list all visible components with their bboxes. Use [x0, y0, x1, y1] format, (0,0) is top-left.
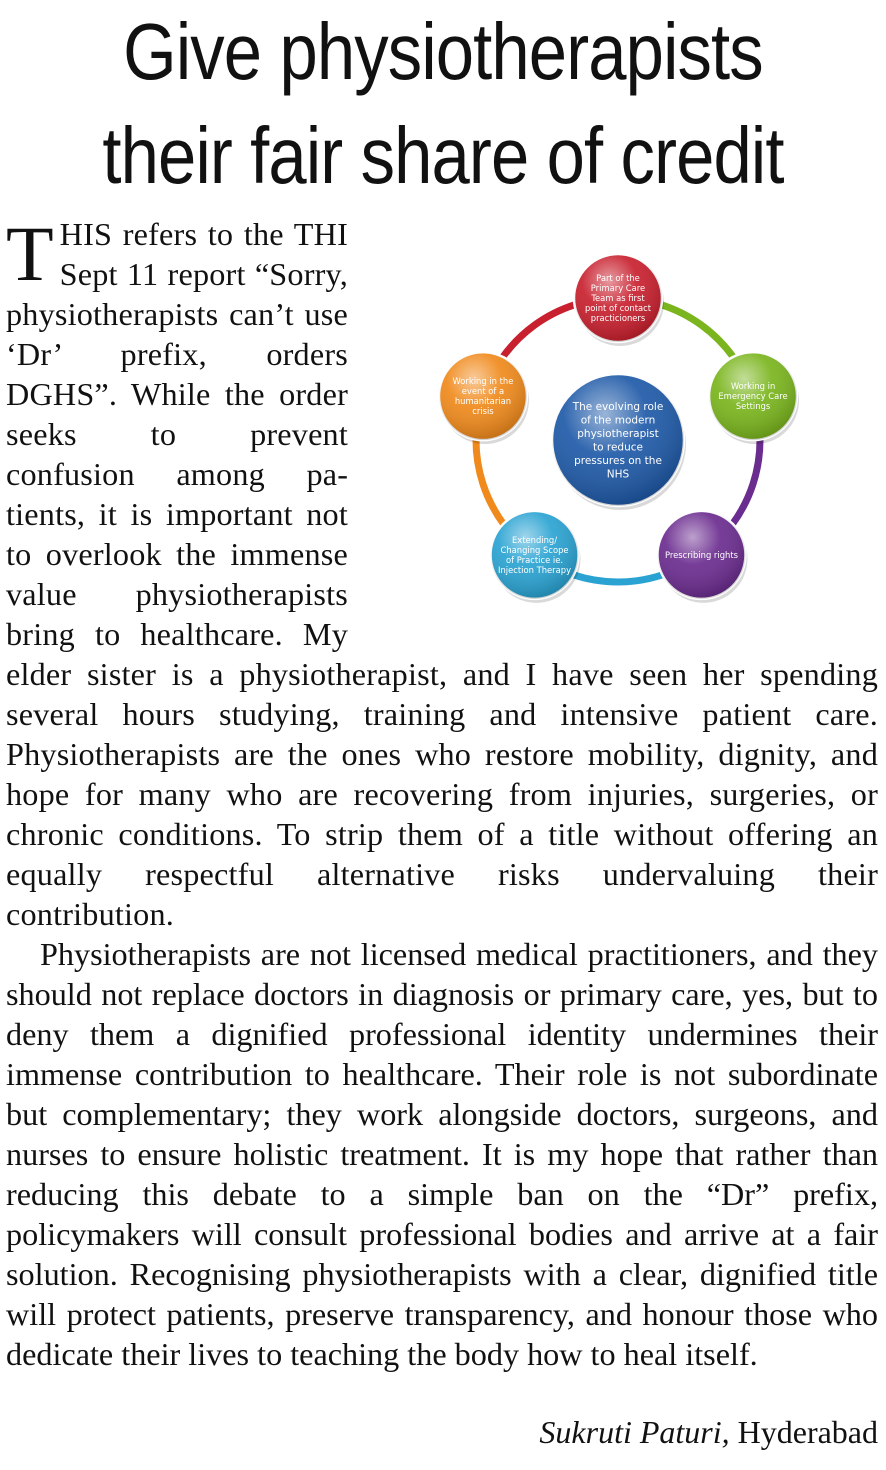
headline-line-2: their fair share of credit [102, 111, 784, 200]
diagram-center-label-line: to reduce [593, 441, 643, 454]
diagram-node-2 [709, 352, 799, 444]
author-city: Hyderabad [737, 1414, 878, 1450]
diagram-node-2-label-line: Working in [730, 381, 776, 392]
diagram-node-1-label-line: practicioners [590, 312, 646, 323]
diagram-center-label-line: The evolving role [572, 400, 664, 413]
diagram-node-5-label-line: humanitarian [454, 396, 512, 407]
diagram-center-label-line: physiotherapist [577, 427, 659, 440]
headline-line-1: Give physiotherapists [123, 7, 763, 96]
diagram-center-label-line: NHS [606, 468, 630, 481]
diagram-node-1-label-line: Part of the [596, 272, 640, 283]
diagram-node-3-label [665, 550, 738, 560]
diagram-node-1-label-line: Primary Care [590, 282, 646, 293]
diagram-center [552, 374, 686, 510]
diagram-node-4 [491, 511, 581, 603]
diagram-node-4-label-line: of Practice ie. [506, 554, 564, 565]
diagram-node-4-label-line: Extending/ [511, 534, 558, 545]
author-name: Sukruti Paturi, [539, 1414, 730, 1450]
diagram-center-gloss [552, 374, 684, 506]
diagram-center-label-line: of the modern [580, 414, 656, 427]
diagram-node-2-label-line: Emergency Care [718, 391, 788, 402]
diagram-node-1 [574, 254, 664, 346]
headline [62, 0, 824, 208]
article-body [6, 210, 878, 1374]
diagram-node-2-label-line: Settings [735, 401, 771, 412]
paragraph-2: Physiotherapists are not licensed medical practitioners, and they should not replace doctors in diagnosis or primary care, yes, but to deny them a dignified professional identity undermines their immense contribution to healthcare. Their role is not subordinate but complementary; they work alongside doctors, surgeons, and nurses to ensure holistic treatment. It is my hope that rather than reducing this debate to a simple ban on the “Dr” prefix, policymakers will consult professional bodies and arrive at a fair solution. Recognising physiotherapists with a clear, dignified title will protect patients, preserve transparency, and honour those who dedicate their lives to teaching the body how to heal itself. [6, 936, 878, 1372]
signature [539, 1412, 878, 1452]
paragraph-1-text: HIS refers to the THI Sept 11 report “Sorry, physiotherapists can’t use ‘Dr’ prefix, orders DGHS”. While the order seeks to prevent confusion among patients, it is important not to overlook the immense value physiotherapists bring to healthcare. My elder sister is a physiotherapist, and I have seen her spending several hours studying, training and intensive patient care. Physiotherapists are the ones who restore mobility, dignity, and hope for many who are recovering from injuries, surgeries, or chronic conditions. To strip them of a title without offering an equally respectful alternative risks undervaluing their contribution. [6, 216, 878, 932]
diagram-node-5-label-line: event of a [461, 386, 505, 397]
diagram-node-3 [657, 511, 747, 603]
diagram-node-1-label-line: point of contact [584, 302, 652, 313]
diagram-node-4-label-line: Changing Scope [500, 544, 569, 555]
diagram-figure [356, 214, 878, 642]
diagram-node-3-label-line: Prescribing rights [664, 549, 738, 560]
physio-role-diagram [356, 214, 878, 642]
diagram-center-label-line: pressures on the [574, 454, 662, 467]
diagram-node-4-label-line: Injection Therapy [498, 564, 572, 575]
diagram-node-5 [439, 352, 529, 444]
diagram-node-5-label-line: Working in the [452, 376, 514, 387]
diagram-node-5-label-line: crisis [472, 406, 494, 417]
diagram-node-1-label-line: Team as first [591, 292, 645, 303]
drop-cap: T [6, 210, 54, 297]
